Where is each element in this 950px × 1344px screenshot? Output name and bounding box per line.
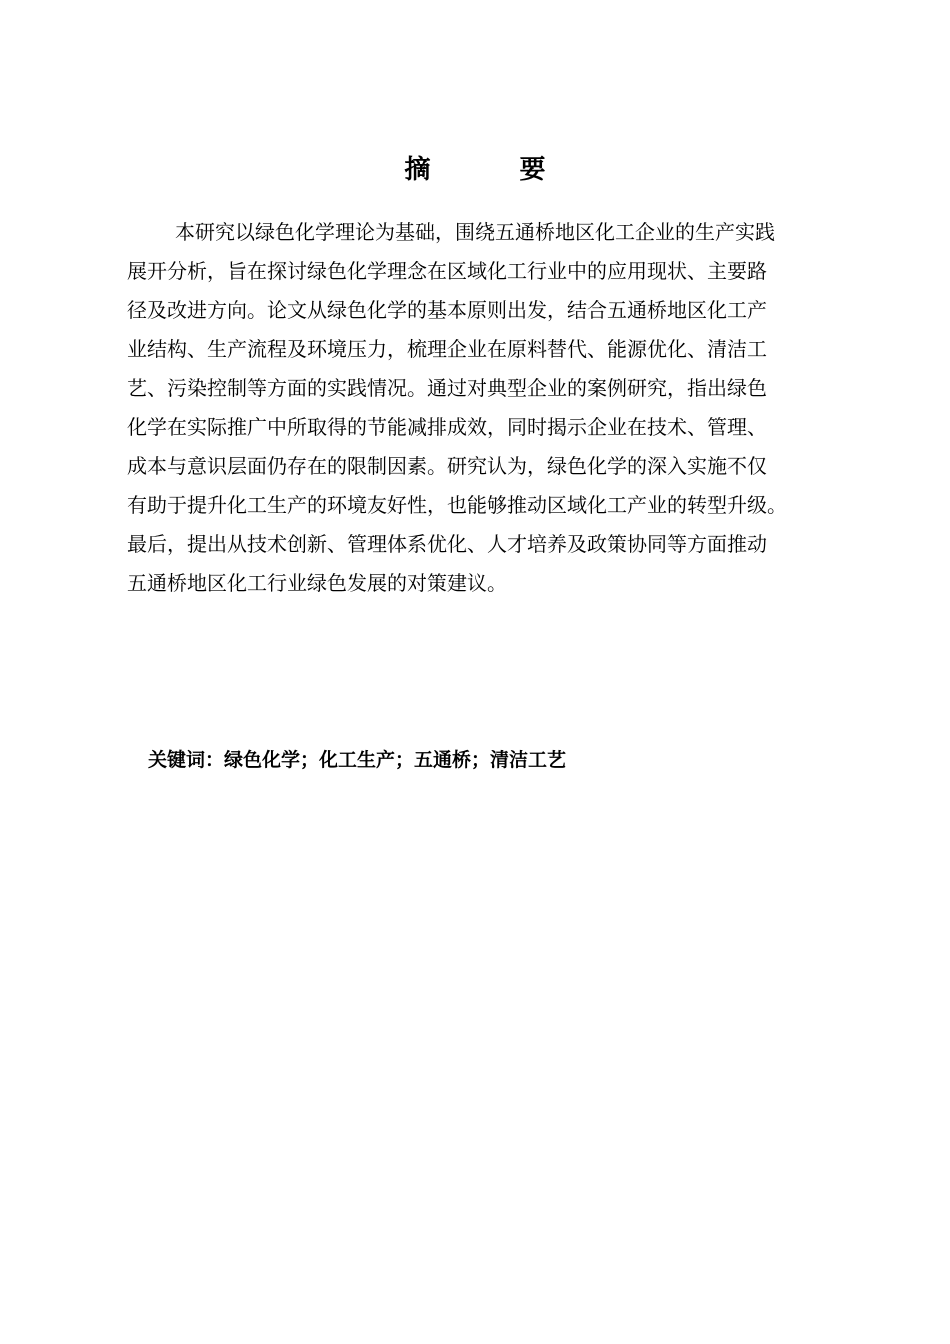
abstract-line: 五通桥地区化工行业绿色发展的对策建议。 (127, 571, 507, 595)
abstract-line: 有助于提升化工生产的环境友好性，也能够推动区域化工产业的转型升级。 (127, 493, 787, 517)
abstract-line: 最后，提出从技术创新、管理体系优化、人才培养及政策协同等方面推动 (127, 532, 767, 556)
abstract-line: 化学在实际推广中所取得的节能减排成效，同时揭示企业在技术、管理、 (127, 415, 767, 439)
keywords-line: 关键词：绿色化学；化工生产；五通桥；清洁工艺 (148, 749, 567, 771)
abstract-line: 径及改进方向。论文从绿色化学的基本原则出发，结合五通桥地区化工产 (127, 298, 767, 322)
abstract-body (127, 213, 847, 603)
abstract-line: 展开分析，旨在探讨绿色化学理念在区域化工行业中的应用现状、主要路 (127, 259, 767, 283)
abstract-line: 业结构、生产流程及环境压力，梳理企业在原料替代、能源优化、清洁工 (127, 337, 767, 361)
abstract-line: 艺、污染控制等方面的实践情况。通过对典型企业的案例研究，指出绿色 (127, 376, 767, 400)
abstract-line: 本研究以绿色化学理论为基础，围绕五通桥地区化工企业的生产实践 (175, 220, 775, 244)
abstract-line: 成本与意识层面仍存在的限制因素。研究认为，绿色化学的深入实施不仅 (127, 454, 767, 478)
abstract-title: 摘 要 (404, 155, 586, 185)
